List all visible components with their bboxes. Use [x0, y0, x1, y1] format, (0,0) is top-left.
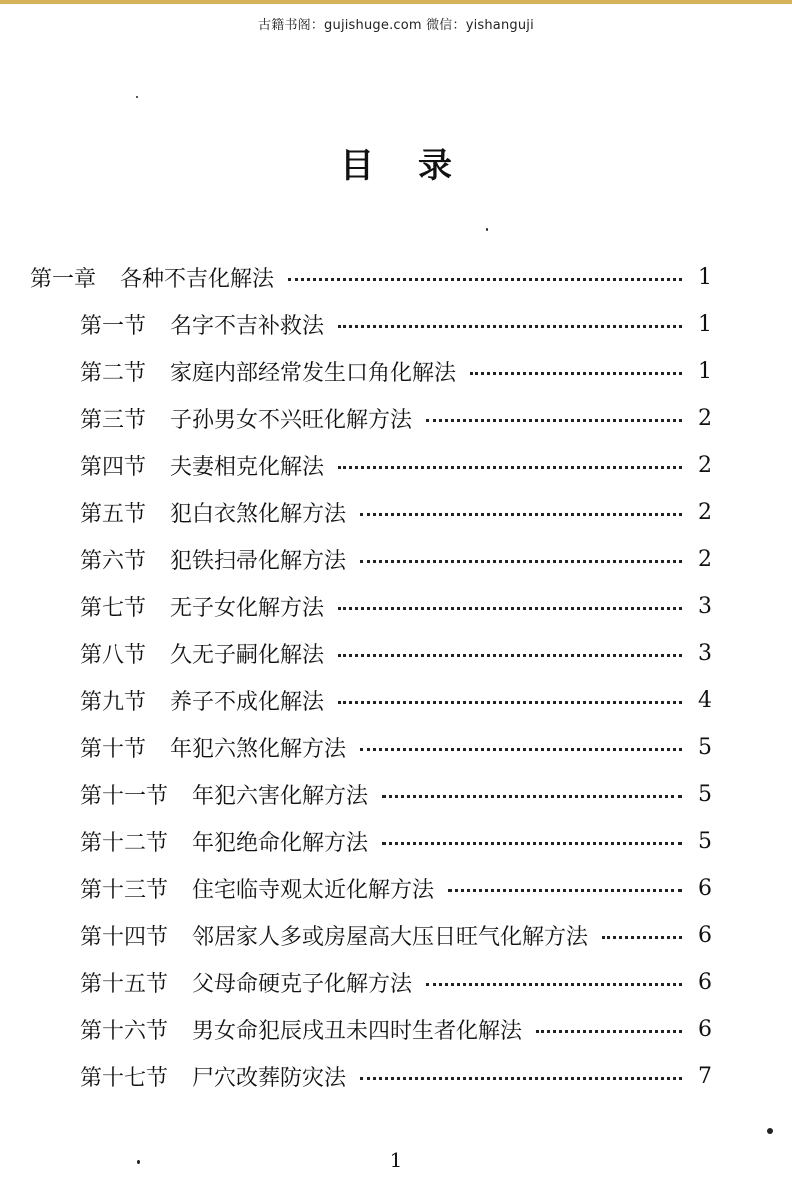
- scan-speck: [136, 96, 138, 98]
- section-page-number: 2: [698, 499, 712, 525]
- toc-chapter-entry[interactable]: [30, 254, 712, 300]
- toc-section-entry[interactable]: [80, 724, 712, 770]
- section-page-number: 1: [698, 311, 712, 337]
- section-title: 邻居家人多或房屋高大压日旺气化解方法: [192, 924, 589, 950]
- toc-section-entry[interactable]: [80, 865, 712, 911]
- toc-section-entry[interactable]: [80, 630, 712, 676]
- section-number: 第六节: [80, 548, 147, 574]
- toc-section-entry[interactable]: [80, 677, 712, 723]
- section-title: 无子女化解方法: [170, 595, 325, 621]
- page-number: 1: [389, 1148, 403, 1172]
- section-title: 名字不吉补救法: [170, 313, 325, 339]
- section-page-number: 6: [698, 1016, 712, 1042]
- toc-section-entry[interactable]: [80, 395, 712, 441]
- dot-leader: [360, 560, 682, 563]
- dot-leader: [338, 701, 682, 704]
- toc-section-entry[interactable]: [80, 912, 712, 958]
- section-page-number: 2: [698, 546, 712, 572]
- section-title: 年犯绝命化解方法: [192, 830, 369, 856]
- scan-speck: [767, 1128, 773, 1134]
- dot-leader: [448, 889, 682, 892]
- dot-leader: [360, 748, 682, 751]
- section-number: 第十六节: [80, 1018, 169, 1044]
- section-page-number: 6: [698, 969, 712, 995]
- section-number: 第十节: [80, 736, 147, 762]
- dot-leader: [382, 842, 682, 845]
- section-number: 第三节: [80, 407, 147, 433]
- section-page-number: 2: [698, 405, 712, 431]
- section-page-number: 5: [698, 734, 712, 760]
- section-title: 尸穴改葬防灾法: [192, 1065, 347, 1091]
- toc-section-entry[interactable]: [80, 959, 712, 1005]
- source-header: 古籍书阁：gujishuge.com 微信：yishanguji: [258, 18, 534, 33]
- section-title: 年犯六煞化解方法: [170, 736, 347, 762]
- section-title: 子孙男女不兴旺化解方法: [170, 407, 413, 433]
- section-page-number: 6: [698, 875, 712, 901]
- chapter-title: 各种不吉化解法: [120, 266, 275, 292]
- page-title: 目录: [340, 146, 496, 186]
- toc-section-entry[interactable]: [80, 583, 712, 629]
- scan-speck: [137, 1160, 140, 1164]
- toc-section-entry[interactable]: [80, 489, 712, 535]
- section-page-number: 3: [698, 593, 712, 619]
- dot-leader: [536, 1030, 682, 1033]
- section-page-number: 4: [698, 687, 712, 713]
- toc-section-entry[interactable]: [80, 1006, 712, 1052]
- section-title: 犯铁扫帚化解方法: [170, 548, 347, 574]
- section-page-number: 5: [698, 781, 712, 807]
- chapter-page-number: 1: [698, 264, 712, 290]
- section-number: 第七节: [80, 595, 147, 621]
- section-page-number: 2: [698, 452, 712, 478]
- top-border: [0, 0, 792, 4]
- dot-leader: [426, 419, 682, 422]
- dot-leader: [382, 795, 682, 798]
- section-title: 久无子嗣化解法: [170, 642, 325, 668]
- section-title: 父母命硬克子化解方法: [192, 971, 413, 997]
- section-number: 第十四节: [80, 924, 169, 950]
- section-title: 家庭内部经常发生口角化解法: [170, 360, 457, 386]
- dot-leader: [338, 325, 682, 328]
- section-number: 第九节: [80, 689, 147, 715]
- section-number: 第十一节: [80, 783, 169, 809]
- dot-leader: [470, 372, 682, 375]
- section-number: 第八节: [80, 642, 147, 668]
- toc-section-entry[interactable]: [80, 771, 712, 817]
- scan-speck: [486, 228, 488, 231]
- section-page-number: 1: [698, 358, 712, 384]
- dot-leader: [360, 513, 682, 516]
- section-title: 养子不成化解法: [170, 689, 325, 715]
- dot-leader: [360, 1077, 682, 1080]
- section-title: 夫妻相克化解法: [170, 454, 325, 480]
- section-title: 男女命犯辰戌丑未四时生者化解法: [192, 1018, 523, 1044]
- toc-section-entry[interactable]: [80, 348, 712, 394]
- section-page-number: 5: [698, 828, 712, 854]
- section-title: 年犯六害化解方法: [192, 783, 369, 809]
- section-title: 犯白衣煞化解方法: [170, 501, 347, 527]
- dot-leader: [288, 278, 682, 281]
- section-number: 第十三节: [80, 877, 169, 903]
- section-number: 第五节: [80, 501, 147, 527]
- section-number: 第四节: [80, 454, 147, 480]
- toc-section-entry[interactable]: [80, 536, 712, 582]
- section-number: 第十七节: [80, 1065, 169, 1091]
- section-number: 第一节: [80, 313, 147, 339]
- chapter-number: 第一章: [30, 266, 97, 292]
- toc-section-entry[interactable]: [80, 1053, 712, 1099]
- section-title: 住宅临寺观太近化解方法: [192, 877, 435, 903]
- dot-leader: [338, 466, 682, 469]
- toc-section-entry[interactable]: [80, 818, 712, 864]
- section-page-number: 6: [698, 922, 712, 948]
- toc-section-entry[interactable]: [80, 301, 712, 347]
- dot-leader: [426, 983, 682, 986]
- section-number: 第十五节: [80, 971, 169, 997]
- section-page-number: 7: [698, 1063, 712, 1089]
- dot-leader: [338, 607, 682, 610]
- toc-section-entry[interactable]: [80, 442, 712, 488]
- section-page-number: 3: [698, 640, 712, 666]
- dot-leader: [338, 654, 682, 657]
- section-number: 第二节: [80, 360, 147, 386]
- dot-leader: [602, 936, 682, 939]
- section-number: 第十二节: [80, 830, 169, 856]
